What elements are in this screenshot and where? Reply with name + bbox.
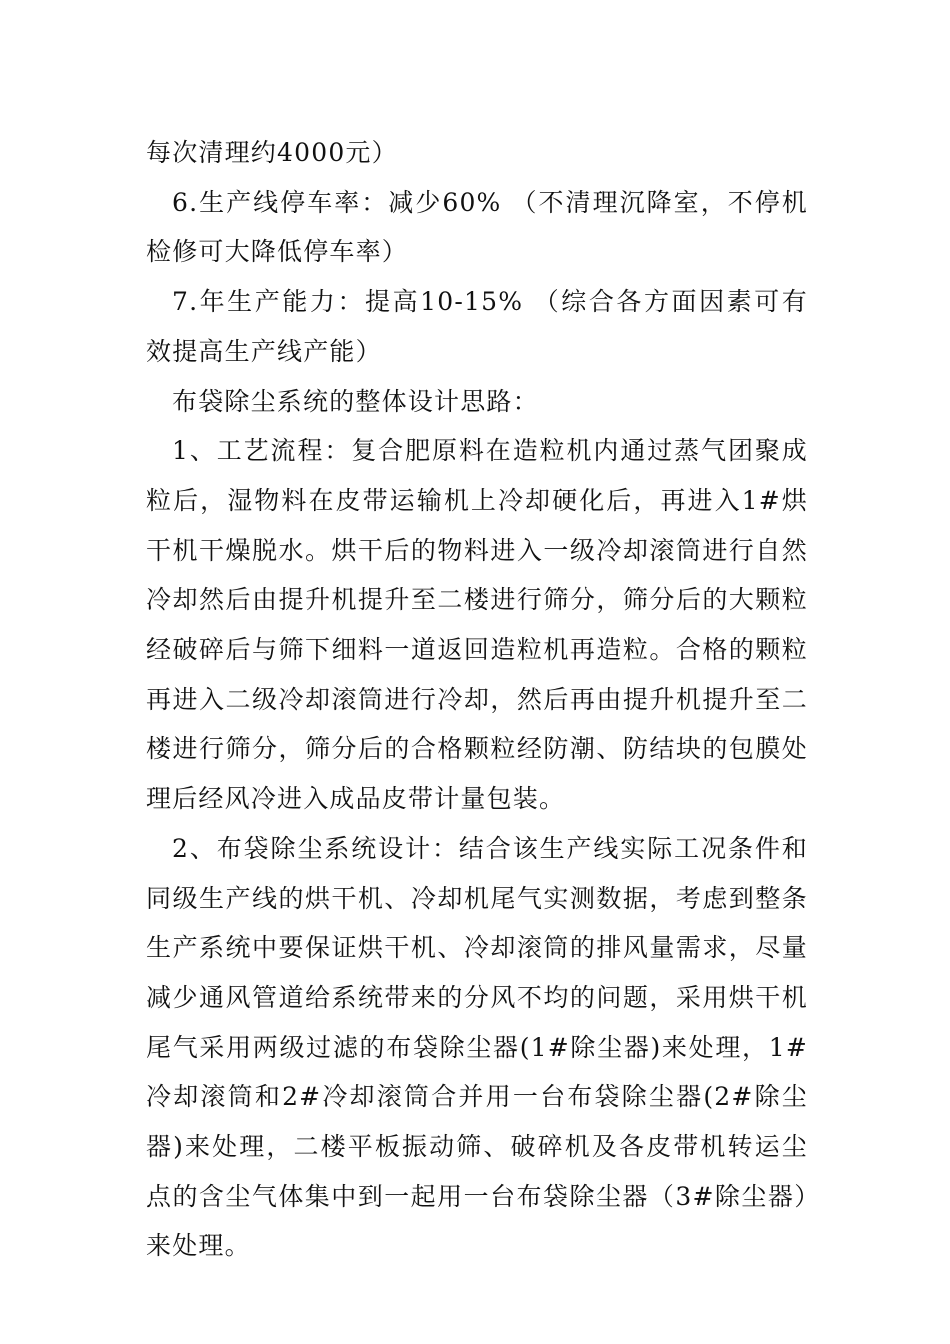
- paragraph-annual-capacity: 7.年生产能力：提高10-15% （综合各方面因素可有效提高生产线产能）: [146, 287, 808, 366]
- document-body: [146, 128, 808, 1271]
- paragraph-design-heading: 布袋除尘系统的整体设计思路：: [172, 386, 539, 416]
- paragraph-cleaning-cost: 每次清理约4000元）: [146, 138, 398, 167]
- paragraph-shutdown-rate: 6.生产线停车率：减少60% （不清理沉降室，不停机检修可大降低停车率）: [146, 187, 808, 267]
- paragraph-process-flow: 1、工艺流程：复合肥原料在造粒机内通过蒸气团聚成粒后，湿物料在皮带运输机上冷却硬化后，再进入1#烘干机干燥脱水。烘干后的物料进入一级冷却滚筒进行自然冷却然后由提升机提升至二楼进行筛分，筛分后的大颗粒经破碎后与筛下细料一道返回造粒机再造粒。合格的颗粒再进入二级冷却滚筒进行冷却，然后再由提升机提升至二楼进行筛分，筛分后的合格颗粒经防潮、防结块的包膜处理后经风冷进入成品皮带计量包装。: [146, 436, 808, 814]
- paragraph-dust-system-design: 2、布袋除尘系统设计：结合该生产线实际工况条件和同级生产线的烘干机、冷却机尾气实测数据，考虑到整条生产系统中要保证烘干机、冷却滚筒的排风量需求，尽量减少通风管道给系统带来的分风不均的问题，采用烘干机尾气采用两级过滤的布袋除尘器(1#除尘器)来处理，1#冷却滚筒和2#冷却滚筒合并用一台布袋除尘器(2#除尘器)来处理，二楼平板振动筛、破碎机及各皮带机转运尘点的含尘气体集中到一起用一台布袋除尘器（3#除尘器）来处理。: [146, 833, 808, 1261]
